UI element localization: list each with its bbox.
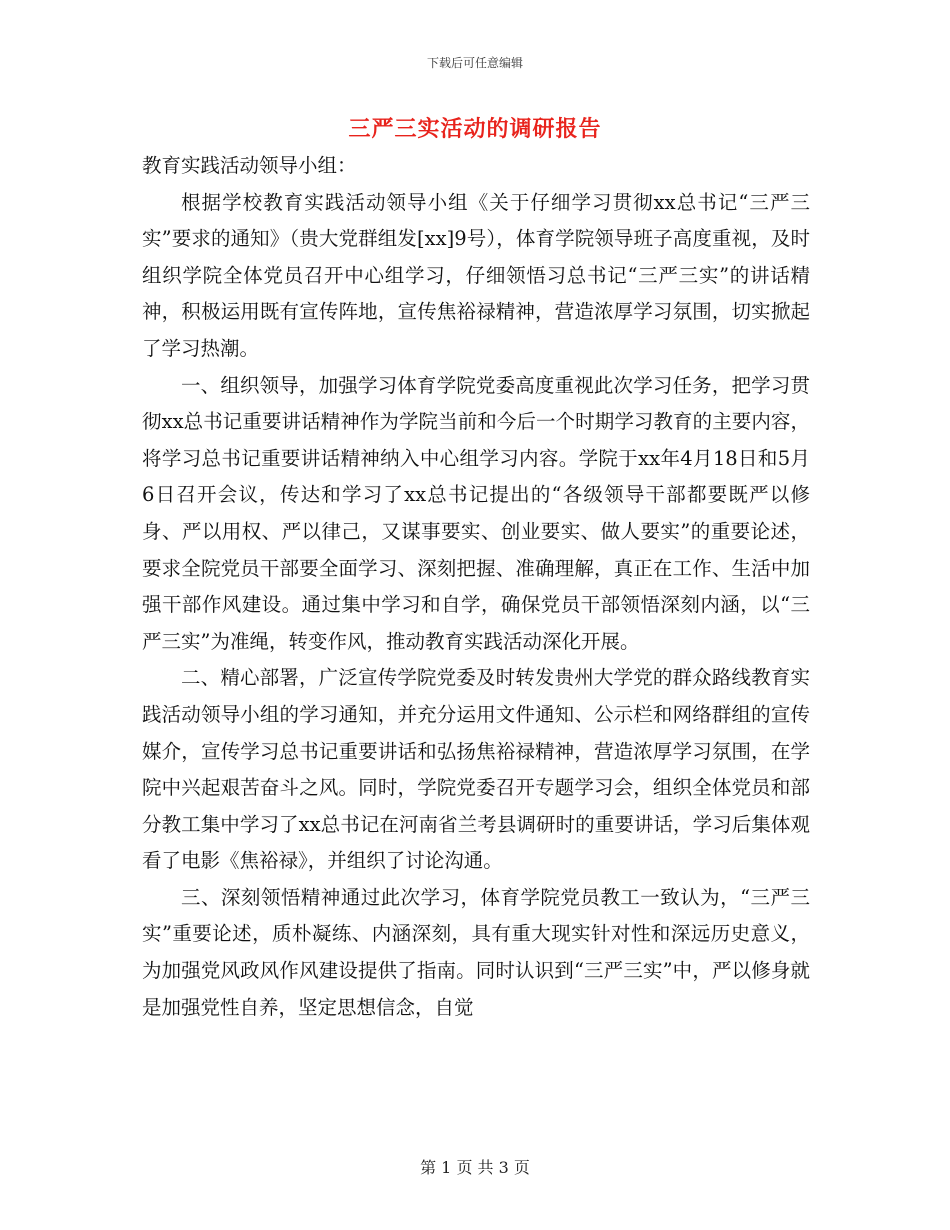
document-title: 三严三实活动的调研报告 [348, 116, 602, 142]
paragraph-section-1: 一、组织领导，加强学习体育学院党委高度重视此次学习任务，把学习贯彻xx总书记重要讲话精神作为学院当前和今后一个时期学习教育的主要内容，将学习总书记重要讲话精神纳入中心组学习内容。学院于xx年4月18日和5月6日召开会议，传达和学习了xx总书记提出的“各级领导干部都要既严以修身、严以用权、严以律己，又谋事要实、创业要实、做人要实”的重要论述，要求全院党员干部要全面学习、深刻把握、准确理解，真正在工作、生活中加强干部作风建设。通过集中学习和自学，确保党员干部领悟深刻内涵，以“三严三实”为准绳，转变作风，推动教育实践活动深化开展。 [142, 373, 810, 653]
header-note: 下载后可任意编辑 [426, 56, 523, 70]
document-body [142, 148, 810, 1026]
paragraph-intro: 根据学校教育实践活动领导小组《关于仔细学习贯彻xx总书记“三严三实”要求的通知》（贵大党群组发[xx]9号），体育学院领导班子高度重视，及时组织学院全体党员召开中心组学习，仔细领悟习总书记“三严三实”的讲话精神，积极运用既有宣传阵地，宣传焦裕禄精神，营造浓厚学习氛围，切实掀起了学习热潮。 [142, 190, 810, 360]
salutation: 教育实践活动领导小组： [142, 154, 357, 177]
page-footer: 第 1 页 共 3 页 [420, 1158, 530, 1177]
paragraph-section-3: 三、深刻领悟精神通过此次学习，体育学院党员教工一致认为，“三严三实”重要论述，质朴凝练、内涵深刻，具有重大现实针对性和深远历史意义，为加强党风政风作风建设提供了指南。同时认识到“三严三实”中，严以修身就是加强党性自养，坚定思想信念，自觉 [142, 885, 810, 1019]
paragraph-section-2: 二、精心部署，广泛宣传学院党委及时转发贵州大学党的群众路线教育实践活动领导小组的学习通知，并充分运用文件通知、公示栏和网络群组的宣传媒介，宣传学习总书记重要讲话和弘扬焦裕禄精神，营造浓厚学习氛围，在学院中兴起艰苦奋斗之风。同时，学院党委召开专题学习会，组织全体党员和部分教工集中学习了xx总书记在河南省兰考县调研时的重要讲话，学习后集体观看了电影《焦裕禄》，并组织了讨论沟通。 [142, 666, 810, 873]
